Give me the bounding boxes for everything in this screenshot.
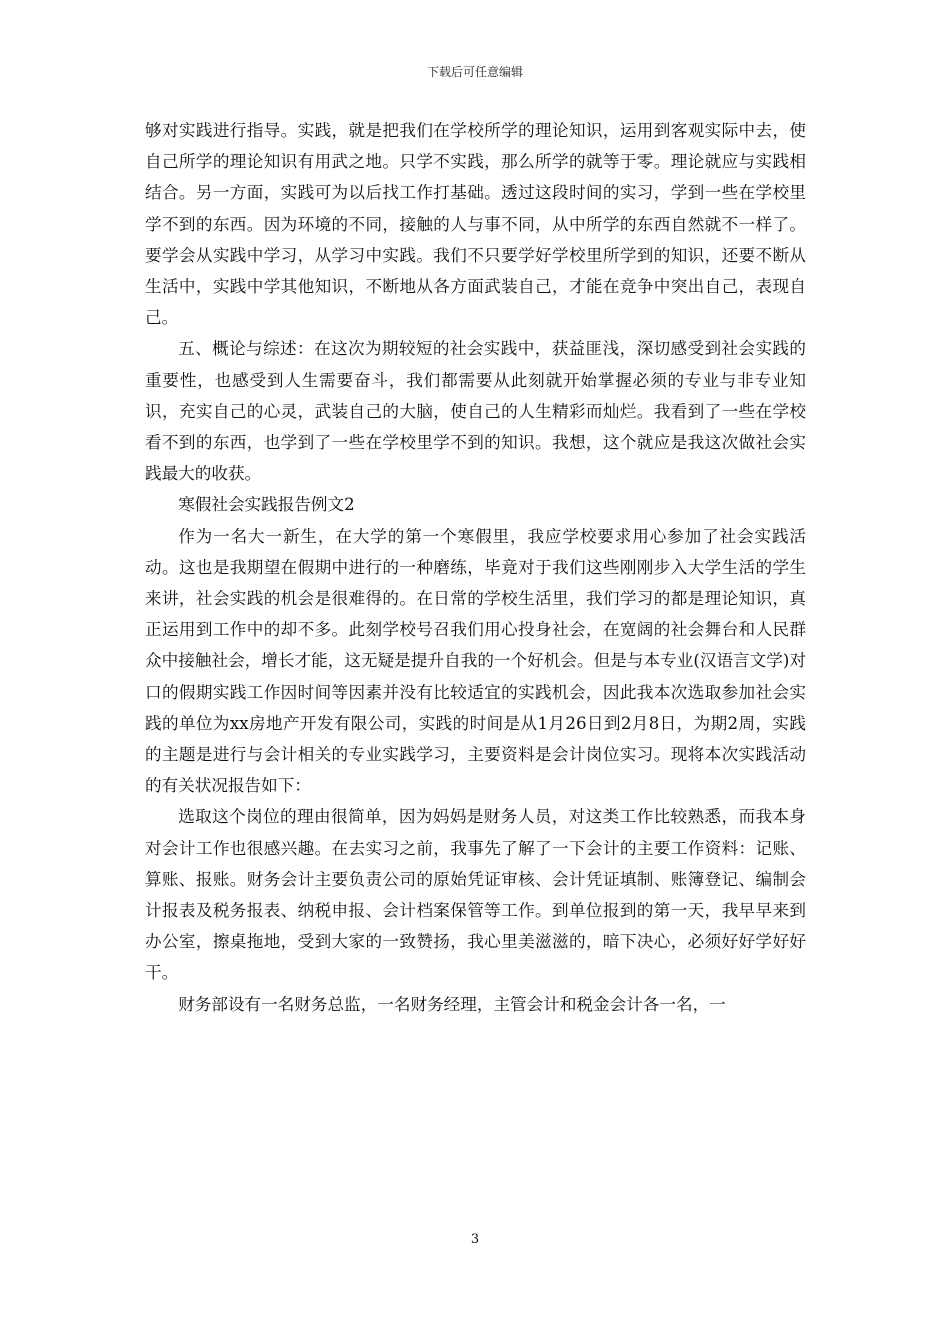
paragraph-4: 选取这个岗位的理由很简单，因为妈妈是财务人员，对这类工作比较熟悉，而我本身对会计工作也很感兴趣。在去实习之前，我事先了解了一下会计的主要工作资料：记账、算账、报账。财务会计主要负责公司的原始凭证审核、会计凭证填制、账簿登记、编制会计报表及税务报表、纳税申报、会计档案保管等工作。到单位报到的第一天，我早早来到办公室，擦桌拖地，受到大家的一致赞扬，我心里美滋滋的，暗下决心，必须好好学好好干。 <box>145 807 806 983</box>
section-heading: 寒假社会实践报告例文2 <box>178 495 355 515</box>
body-text <box>145 115 806 1020</box>
paragraph-1: 够对实践进行指导。实践，就是把我们在学校所学的理论知识，运用到客观实际中去，使自己所学的理论知识有用武之地。只学不实践，那么所学的就等于零。理论就应与实践相结合。另一方面，实践可为以后找工作打基础。透过这段时间的实习，学到一些在学校里学不到的东西。因为环境的不同，接触的人与事不同，从中所学的东西自然就不一样了。要学会从实践中学习，从学习中实践。我们不只要学好学校里所学到的知识，还要不断从生活中，实践中学其他知识，不断地从各方面武装自己，才能在竞争中突出自己，表现自己。 <box>145 121 806 328</box>
paragraph-5: 财务部设有一名财务总监，一名财务经理，主管会计和税金会计各一名，一 <box>178 994 726 1014</box>
page-number: 3 <box>470 1232 480 1247</box>
paragraph-2: 五、概论与综述：在这次为期较短的社会实践中，获益匪浅，深切感受到社会实践的重要性，也感受到人生需要奋斗，我们都需要从此刻就开始掌握必须的专业与非专业知识，充实自己的心灵，武装自己的大脑，使自己的人生精彩而灿烂。我看到了一些在学校看不到的东西，也学到了一些在学校里学不到的知识。我想，这个就应是我这次做社会实践最大的收获。 <box>145 339 806 484</box>
page-header: 下载后可任意编辑 <box>426 65 523 79</box>
paragraph-3: 作为一名大一新生，在大学的第一个寒假里，我应学校要求用心参加了社会实践活动。这也是我期望在假期中进行的一种磨练，毕竟对于我们这些刚刚步入大学生活的学生来讲，社会实践的机会是很难得的。在日常的学校生活里，我们学习的都是理论知识，真正运用到工作中的却不多。此刻学校号召我们用心投身社会，在宽阔的社会舞台和人民群众中接触社会，增长才能，这无疑是提升自我的一个好机会。但是与本专业(汉语言文学)对口的假期实践工作因时间等因素并没有比较适宜的实践机会，因此我本次选取参加社会实践的单位为xx房地产开发有限公司，实践的时间是从1月26日到2月8日，为期2周，实践的主题是进行与会计相关的专业实践学习，主要资料是会计岗位实习。现将本次实践活动的有关状况报告如下： <box>145 526 806 796</box>
